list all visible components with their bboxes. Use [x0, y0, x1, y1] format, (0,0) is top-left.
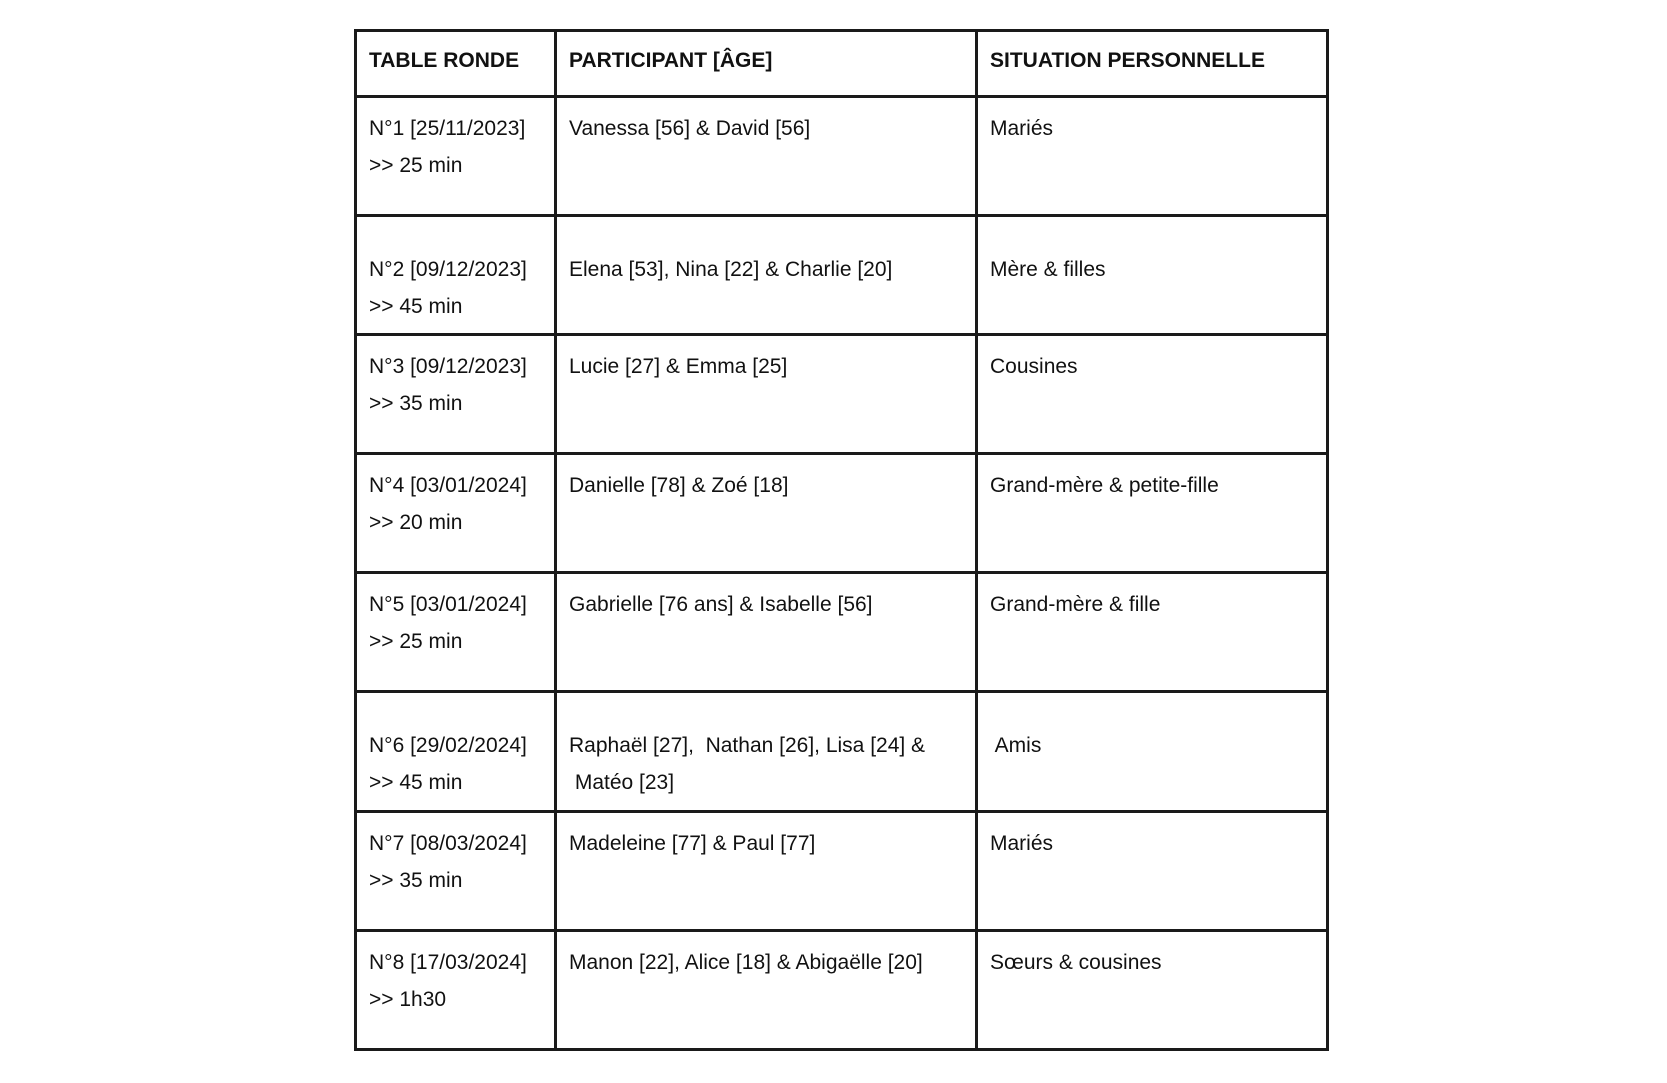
participants-cell — [556, 573, 977, 692]
session-cell — [356, 573, 556, 692]
participants-cell — [556, 692, 977, 812]
round-table-summary — [354, 29, 1329, 1051]
participants-text: Raphaël [27], Nathan [26], Lisa [24] & — [569, 734, 926, 757]
session-label: N°8 [17/03/2024] — [369, 951, 527, 974]
situation-cell: Sœurs & cousines — [977, 931, 1328, 1050]
session-duration: >> 45 min — [369, 771, 463, 794]
participants-cell — [556, 931, 977, 1050]
session-label: N°3 [09/12/2023] — [369, 355, 527, 378]
participants-text: Elena [53], Nina [22] & Charlie [20] — [569, 258, 893, 281]
session-duration: >> 45 min — [369, 295, 463, 318]
session-duration: >> 20 min — [369, 511, 463, 534]
situation-cell: Cousines — [977, 335, 1328, 454]
participants-text: Lucie [27] & Emma [25] — [569, 355, 788, 378]
session-label: N°6 [29/02/2024] — [369, 734, 527, 757]
session-label: N°7 [08/03/2024] — [369, 832, 527, 855]
participants-text: Vanessa [56] & David [56] — [569, 117, 811, 140]
participants-text: Madeleine [77] & Paul [77] — [569, 832, 816, 855]
participants-text: Gabrielle [76 ans] & Isabelle [56] — [569, 593, 873, 616]
table-row — [356, 97, 1328, 216]
participants-cell — [556, 97, 977, 216]
session-duration: >> 25 min — [369, 630, 463, 653]
table-row — [356, 931, 1328, 1050]
session-cell — [356, 931, 556, 1050]
session-cell — [356, 692, 556, 812]
participants-text: Matéo [23] — [569, 771, 675, 794]
table-row — [356, 692, 1328, 812]
table-row — [356, 573, 1328, 692]
header-table-ronde: TABLE RONDE — [356, 31, 556, 97]
participants-cell — [556, 812, 977, 931]
session-label: N°5 [03/01/2024] — [369, 593, 527, 616]
table-row — [356, 335, 1328, 454]
session-cell — [356, 454, 556, 573]
table-row — [356, 216, 1328, 335]
session-duration: >> 35 min — [369, 869, 463, 892]
situation-cell: Grand-mère & fille — [977, 573, 1328, 692]
header-participant: PARTICIPANT [ÂGE] — [556, 31, 977, 97]
participants-text: Danielle [78] & Zoé [18] — [569, 474, 789, 497]
session-duration: >> 1h30 — [369, 988, 447, 1011]
session-cell — [356, 97, 556, 216]
header-situation: SITUATION PERSONNELLE — [977, 31, 1328, 97]
table-row — [356, 454, 1328, 573]
session-label: N°2 [09/12/2023] — [369, 258, 527, 281]
session-cell — [356, 812, 556, 931]
participants-cell — [556, 454, 977, 573]
situation-cell: Mère & filles — [977, 216, 1328, 335]
participants-cell — [556, 335, 977, 454]
situation-cell: Grand-mère & petite-fille — [977, 454, 1328, 573]
document-page — [354, 29, 1326, 1051]
table-header-row — [356, 31, 1328, 97]
participants-text: Manon [22], Alice [18] & Abigaëlle [20] — [569, 951, 923, 974]
session-duration: >> 35 min — [369, 392, 463, 415]
situation-cell: Mariés — [977, 812, 1328, 931]
session-duration: >> 25 min — [369, 154, 463, 177]
table-row — [356, 812, 1328, 931]
participants-cell — [556, 216, 977, 335]
session-cell — [356, 216, 556, 335]
session-label: N°1 [25/11/2023] — [369, 117, 526, 140]
situation-cell: Amis — [977, 692, 1328, 812]
session-cell — [356, 335, 556, 454]
situation-cell: Mariés — [977, 97, 1328, 216]
session-label: N°4 [03/01/2024] — [369, 474, 527, 497]
